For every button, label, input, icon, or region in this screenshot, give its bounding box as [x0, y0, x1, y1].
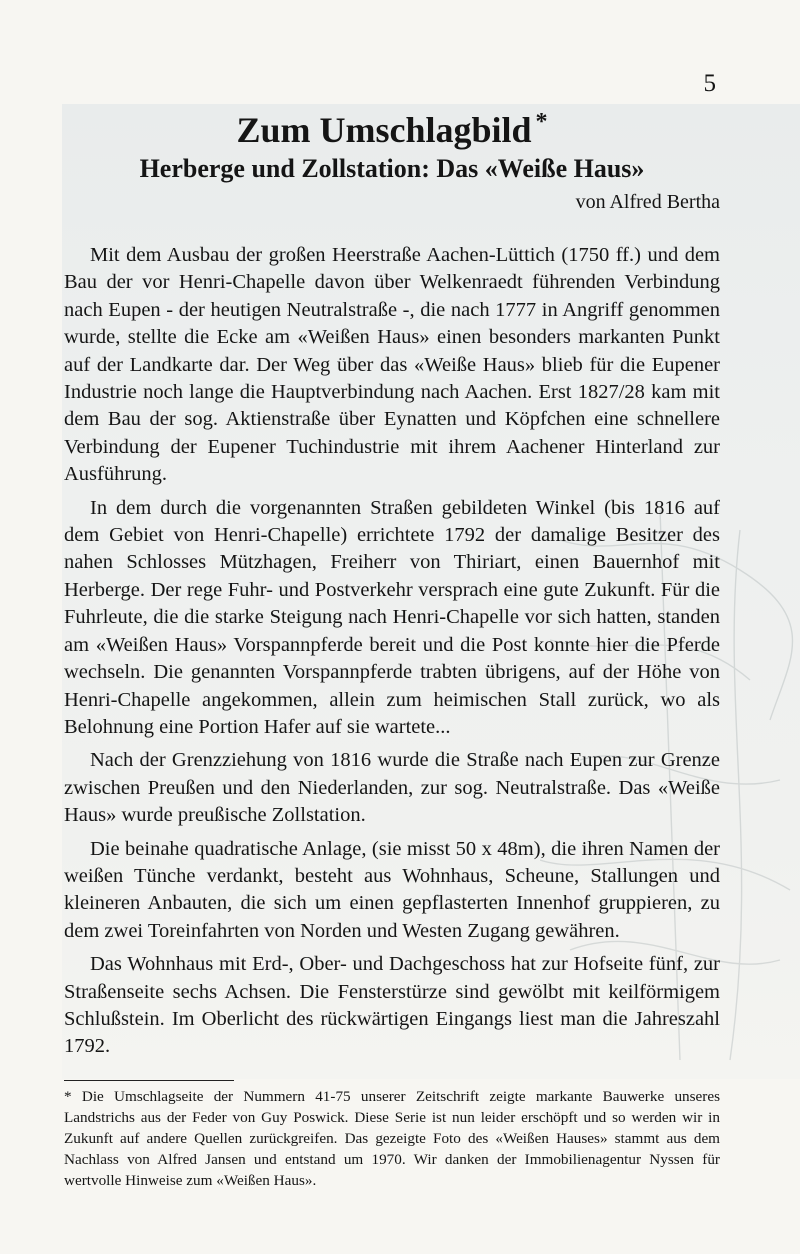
- article-author: von Alfred Bertha: [575, 191, 720, 213]
- article-body: [64, 242, 720, 1061]
- page-number: 5: [703, 70, 716, 97]
- article: [64, 100, 720, 1067]
- paragraph-2: In dem durch die vorgenannten Straßen gebildeten Winkel (bis 1816 auf dem Gebiet von Henri-Chapelle) errichtete 1792 der damalige Besitzer des nahen Schlosses Mützhagen, Freiherr von Thiriart, einen Bauernhof mit Herberge. Der rege Fuhr- und Postverkehr versprach eine gute Zukunft. Für die Fuhrleute, die die starke Steigung nach Henri-Chapelle vor sich hatten, standen am «Weißen Haus» Vorspannpferde bereit und die Post konnte hier die Pferde wechseln. Die genannten Vorspannpferde trabten übrigens, auf der Höhe von Henri-Chapelle angekommen, allein zum heimischen Stall zurück, wo als Belohnung eine Portion Hafer auf sie wartete...: [64, 496, 720, 738]
- article-title: [64, 100, 720, 152]
- article-subtitle: Herberge und Zollstation: Das «Weiße Haus»: [139, 154, 645, 183]
- paragraph-1: Mit dem Ausbau der großen Heerstraße Aachen-Lüttich (1750 ff.) und dem Bau der vor Henri-Chapelle davon über Welkenraedt führenden Verbindung nach Eupen - der heutigen Neutralstraße -, die nach 1777 in Angriff genommen wurde, stellte die Ecke am «Weißen Haus» einen besonders markanten Punkt auf der Landkarte dar. Der Weg über das «Weiße Haus» blieb für die Eupener Industrie noch lange die Hauptverbindung nach Aachen. Erst 1827/28 kam mit dem Bau der sog. Aktienstraße über Eynatten und Köpfchen eine schnellere Verbindung der Eupener Tuchindustrie mit ihrem Aachener Hinterland zur Ausführung.: [64, 244, 720, 486]
- footnote-divider: [64, 1080, 234, 1081]
- paragraph-4: Die beinahe quadratische Anlage, (sie misst 50 x 48m), die ihren Namen der weißen Tünche verdankt, besteht aus Wohnhaus, Scheune, Stallungen und kleineren Anbauten, die sich um einen gepflasterten Innenhof gruppieren, zu dem zwei Toreinfahrten von Norden und Westen Zugang gewähren.: [64, 837, 720, 942]
- paragraph-3: Nach der Grenzziehung von 1816 wurde die Straße nach Eupen zur Grenze zwischen Preußen und den Niederlanden, zur sog. Neutralstraße. Das «Weiße Haus» wurde preußische Zollstation.: [64, 749, 720, 827]
- title-text: Zum Umschlagbild: [236, 110, 532, 150]
- title-footnote-marker: *: [535, 109, 548, 135]
- paragraph-5: Das Wohnhaus mit Erd-, Ober- und Dachgeschoss hat zur Hofseite fünf, zur Straßenseite sechs Achsen. Die Fensterstürze sind gewölbt mit keilförmigem Schlußstein. Im Oberlicht des rückwärtigen Eingangs liest man die Jahreszahl 1792.: [64, 953, 720, 1058]
- footnote: * Die Umschlagseite der Nummern 41-75 unserer Zeitschrift zeigte markante Bauwerke unseres Landstrichs aus der Feder von Guy Poswick. Diese Serie ist nun leider erschöpft und so werden wir in Zukunft auf andere Quellen zurückgreifen. Das gezeigte Foto des «Weißen Hauses» stammt aus dem Nachlass von Alfred Jansen und entstand um 1970. Wir danken der Immobilienagentur Nyssen für wertvolle Hinweise zum «Weißen Haus».: [64, 1088, 720, 1189]
